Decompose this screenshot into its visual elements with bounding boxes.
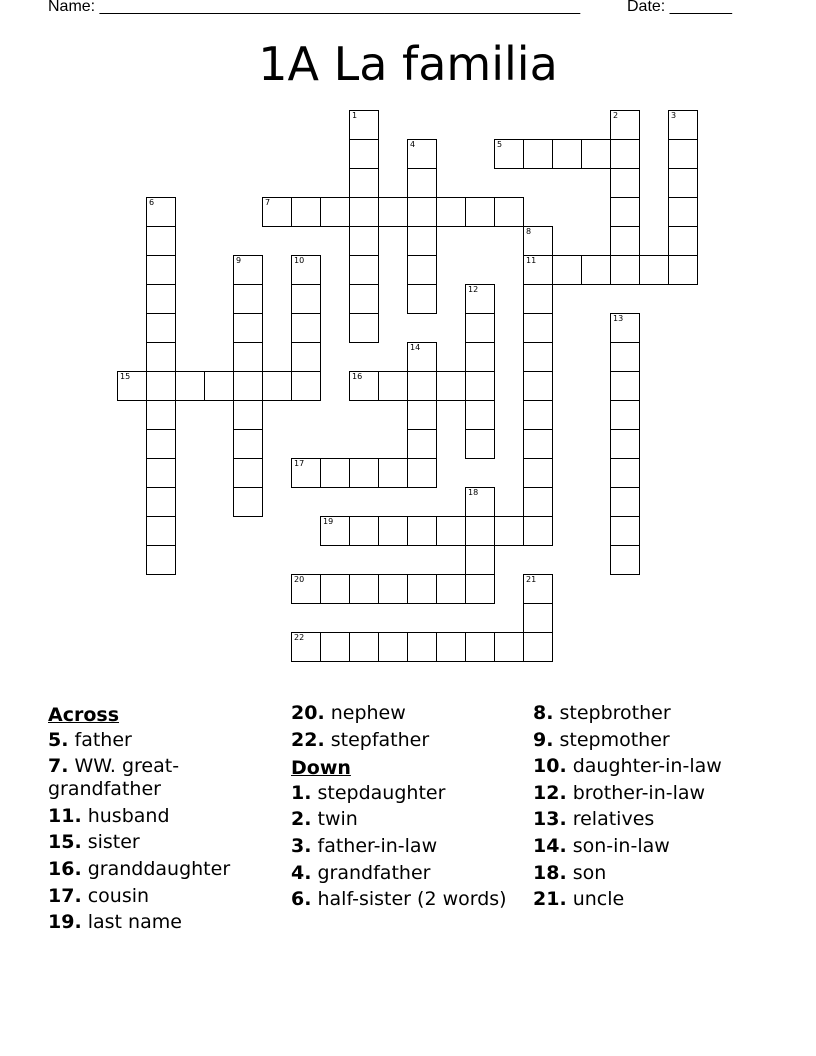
grid-cell[interactable] xyxy=(378,574,408,604)
grid-cell[interactable] xyxy=(349,371,379,401)
grid-cell[interactable] xyxy=(523,429,553,459)
grid-cell[interactable] xyxy=(320,574,350,604)
grid-cell[interactable] xyxy=(146,545,176,575)
grid-cell[interactable] xyxy=(407,342,437,372)
clue-number: 15 xyxy=(120,372,131,381)
grid-cell[interactable] xyxy=(523,284,553,314)
clue-down-14: 14. son-in-law xyxy=(533,834,670,857)
grid-cell[interactable] xyxy=(436,197,466,227)
clue-number: 14 xyxy=(410,343,421,352)
grid-cell[interactable] xyxy=(320,516,350,546)
grid-cell[interactable] xyxy=(146,516,176,546)
grid-cell[interactable] xyxy=(262,197,292,227)
date-field-label[interactable]: Date: _______ xyxy=(627,0,732,15)
clue-number: 8 xyxy=(526,227,532,236)
grid-cell[interactable] xyxy=(349,458,379,488)
grid-cell[interactable] xyxy=(146,313,176,343)
grid-cell[interactable] xyxy=(668,197,698,227)
grid-cell[interactable] xyxy=(610,516,640,546)
clue-across-7: 7. WW. great-grandfather xyxy=(48,755,180,801)
clue-down-12: 12. brother-in-law xyxy=(533,781,706,804)
grid-cell[interactable] xyxy=(349,574,379,604)
grid-cell[interactable] xyxy=(436,516,466,546)
clue-across-22: 22. stepfather xyxy=(291,728,430,751)
clue-down-6: 6. half-sister (2 words) xyxy=(291,888,507,911)
grid-cell[interactable] xyxy=(233,429,263,459)
grid-cell[interactable] xyxy=(523,632,553,662)
clue-down-8: 8. stepbrother xyxy=(533,702,671,724)
grid-cell[interactable] xyxy=(291,197,321,227)
grid-cell[interactable] xyxy=(523,139,553,169)
grid-cell[interactable] xyxy=(378,197,408,227)
grid-cell[interactable] xyxy=(552,255,582,285)
clue-number: 5 xyxy=(497,140,503,149)
grid-cell[interactable] xyxy=(436,632,466,662)
grid-cell[interactable] xyxy=(465,342,495,372)
grid-cell[interactable] xyxy=(233,487,263,517)
grid-cell[interactable] xyxy=(552,139,582,169)
grid-cell[interactable] xyxy=(668,110,698,140)
grid-cell[interactable] xyxy=(610,487,640,517)
clue-down-9: 9. stepmother xyxy=(533,728,670,751)
grid-cell[interactable] xyxy=(407,139,437,169)
grid-cell[interactable] xyxy=(523,400,553,430)
grid-cell[interactable] xyxy=(262,371,292,401)
grid-cell[interactable] xyxy=(465,371,495,401)
clue-down-21: 21. uncle xyxy=(533,888,625,911)
clue-number: 18 xyxy=(468,488,479,497)
grid-cell[interactable] xyxy=(523,458,553,488)
clue-number: 10 xyxy=(294,256,305,265)
grid-cell[interactable] xyxy=(494,197,524,227)
grid-cell[interactable] xyxy=(465,632,495,662)
grid-cell[interactable] xyxy=(523,516,553,546)
grid-cell[interactable] xyxy=(523,487,553,517)
clue-number: 7 xyxy=(265,198,271,207)
grid-cell[interactable] xyxy=(349,197,379,227)
grid-cell[interactable] xyxy=(407,632,437,662)
grid-cell[interactable] xyxy=(175,371,205,401)
grid-cell[interactable] xyxy=(465,197,495,227)
grid-cell[interactable] xyxy=(523,255,553,285)
grid-cell[interactable] xyxy=(610,197,640,227)
grid-cell[interactable] xyxy=(407,371,437,401)
grid-cell[interactable] xyxy=(146,197,176,227)
clue-column-2 xyxy=(291,702,527,915)
grid-cell[interactable] xyxy=(320,458,350,488)
grid-cell[interactable] xyxy=(407,458,437,488)
clue-number: 16 xyxy=(352,372,363,381)
grid-cell[interactable] xyxy=(146,458,176,488)
grid-cell[interactable] xyxy=(349,313,379,343)
grid-cell[interactable] xyxy=(610,371,640,401)
grid-cell[interactable] xyxy=(465,574,495,604)
grid-cell[interactable] xyxy=(146,226,176,256)
grid-cell[interactable] xyxy=(146,487,176,517)
clue-column-3 xyxy=(533,702,773,915)
grid-cell[interactable] xyxy=(291,313,321,343)
grid-cell[interactable] xyxy=(465,400,495,430)
grid-cell[interactable] xyxy=(291,342,321,372)
grid-cell[interactable] xyxy=(610,226,640,256)
across-heading: Across xyxy=(48,704,120,726)
clue-across-5: 5. father xyxy=(48,728,132,751)
grid-cell[interactable] xyxy=(349,632,379,662)
grid-cell[interactable] xyxy=(407,284,437,314)
grid-cell[interactable] xyxy=(378,371,408,401)
grid-cell[interactable] xyxy=(610,139,640,169)
grid-cell[interactable] xyxy=(233,313,263,343)
grid-cell[interactable] xyxy=(291,284,321,314)
grid-cell[interactable] xyxy=(349,226,379,256)
clue-number: 4 xyxy=(410,140,416,149)
grid-cell[interactable] xyxy=(610,429,640,459)
grid-cell[interactable] xyxy=(523,371,553,401)
grid-cell[interactable] xyxy=(523,342,553,372)
clue-across-19: 19. last name xyxy=(48,911,182,934)
grid-cell[interactable] xyxy=(436,371,466,401)
clue-column-1 xyxy=(48,702,284,938)
clue-down-2: 2. twin xyxy=(291,808,358,831)
clue-number: 17 xyxy=(294,459,305,468)
clue-down-3: 3. father-in-law xyxy=(291,834,438,857)
grid-cell[interactable] xyxy=(407,255,437,285)
grid-cell[interactable] xyxy=(146,429,176,459)
grid-cell[interactable] xyxy=(465,545,495,575)
grid-cell[interactable] xyxy=(610,168,640,198)
grid-cell[interactable] xyxy=(349,516,379,546)
grid-cell[interactable] xyxy=(523,226,553,256)
grid-cell[interactable] xyxy=(465,487,495,517)
grid-cell[interactable] xyxy=(320,632,350,662)
grid-cell[interactable] xyxy=(407,168,437,198)
clue-down-4: 4. grandfather xyxy=(291,861,431,884)
grid-cell[interactable] xyxy=(146,284,176,314)
grid-cell[interactable] xyxy=(523,574,553,604)
grid-cell[interactable] xyxy=(494,516,524,546)
grid-cell[interactable] xyxy=(610,110,640,140)
grid-cell[interactable] xyxy=(494,632,524,662)
clue-number: 6 xyxy=(149,198,155,207)
clue-across-11: 11. husband xyxy=(48,804,170,827)
clue-down-13: 13. relatives xyxy=(533,808,655,831)
grid-cell[interactable] xyxy=(233,400,263,430)
grid-cell[interactable] xyxy=(233,342,263,372)
grid-cell[interactable] xyxy=(291,632,321,662)
grid-cell[interactable] xyxy=(291,458,321,488)
grid-cell[interactable] xyxy=(407,197,437,227)
clue-number: 12 xyxy=(468,285,479,294)
down-heading: Down xyxy=(291,757,351,780)
grid-cell[interactable] xyxy=(407,429,437,459)
clue-number: 11 xyxy=(526,256,537,265)
clue-across-17: 17. cousin xyxy=(48,884,150,907)
grid-cell[interactable] xyxy=(378,458,408,488)
clue-across-16: 16. granddaughter xyxy=(48,857,231,880)
grid-cell[interactable] xyxy=(233,458,263,488)
grid-cell[interactable] xyxy=(465,284,495,314)
grid-cell[interactable] xyxy=(610,342,640,372)
clue-number: 2 xyxy=(613,111,619,120)
grid-cell[interactable] xyxy=(349,284,379,314)
clue-number: 22 xyxy=(294,633,305,642)
grid-cell[interactable] xyxy=(233,371,263,401)
grid-cell[interactable] xyxy=(639,255,669,285)
clue-number: 21 xyxy=(526,575,537,584)
clue-across-20: 20. nephew xyxy=(291,702,406,724)
grid-cell[interactable] xyxy=(349,168,379,198)
clue-down-10: 10. daughter-in-law xyxy=(533,755,722,778)
grid-cell[interactable] xyxy=(668,139,698,169)
name-field-label[interactable]: Name: ______________________________________________________ xyxy=(48,0,581,15)
grid-cell[interactable] xyxy=(668,255,698,285)
grid-cell[interactable] xyxy=(349,110,379,140)
grid-cell[interactable] xyxy=(610,255,640,285)
clue-down-18: 18. son xyxy=(533,861,607,884)
grid-cell[interactable] xyxy=(320,197,350,227)
grid-cell[interactable] xyxy=(581,139,611,169)
clue-number: 13 xyxy=(613,314,624,323)
grid-cell[interactable] xyxy=(610,545,640,575)
grid-cell[interactable] xyxy=(407,226,437,256)
grid-cell[interactable] xyxy=(668,168,698,198)
grid-cell[interactable] xyxy=(523,603,553,633)
clue-number: 3 xyxy=(671,111,677,120)
grid-cell[interactable] xyxy=(146,371,176,401)
grid-cell[interactable] xyxy=(146,342,176,372)
grid-cell[interactable] xyxy=(117,371,147,401)
grid-cell[interactable] xyxy=(349,255,379,285)
grid-cell[interactable] xyxy=(494,139,524,169)
grid-cell[interactable] xyxy=(465,313,495,343)
grid-cell[interactable] xyxy=(378,632,408,662)
grid-cell[interactable] xyxy=(668,226,698,256)
grid-cell[interactable] xyxy=(146,400,176,430)
grid-cell[interactable] xyxy=(436,574,466,604)
grid-cell[interactable] xyxy=(291,371,321,401)
grid-cell[interactable] xyxy=(465,429,495,459)
page-title: 1A La familia xyxy=(258,37,558,91)
grid-cell[interactable] xyxy=(233,255,263,285)
grid-cell[interactable] xyxy=(204,371,234,401)
clue-number: 1 xyxy=(352,111,358,120)
grid-cell[interactable] xyxy=(523,313,553,343)
grid-cell[interactable] xyxy=(233,284,263,314)
clue-number: 19 xyxy=(323,517,334,526)
grid-cell[interactable] xyxy=(610,313,640,343)
grid-cell[interactable] xyxy=(407,574,437,604)
grid-cell[interactable] xyxy=(407,400,437,430)
grid-cell[interactable] xyxy=(378,516,408,546)
grid-cell[interactable] xyxy=(407,516,437,546)
grid-cell[interactable] xyxy=(610,458,640,488)
grid-cell[interactable] xyxy=(146,255,176,285)
grid-cell[interactable] xyxy=(610,400,640,430)
grid-cell[interactable] xyxy=(349,139,379,169)
grid-cell[interactable] xyxy=(581,255,611,285)
grid-cell[interactable] xyxy=(465,516,495,546)
clue-down-1: 1. stepdaughter xyxy=(291,781,446,804)
grid-cell[interactable] xyxy=(291,574,321,604)
clue-across-15: 15. sister xyxy=(48,831,140,854)
grid-cell[interactable] xyxy=(291,255,321,285)
clue-number: 9 xyxy=(236,256,242,265)
clue-number: 20 xyxy=(294,575,305,584)
